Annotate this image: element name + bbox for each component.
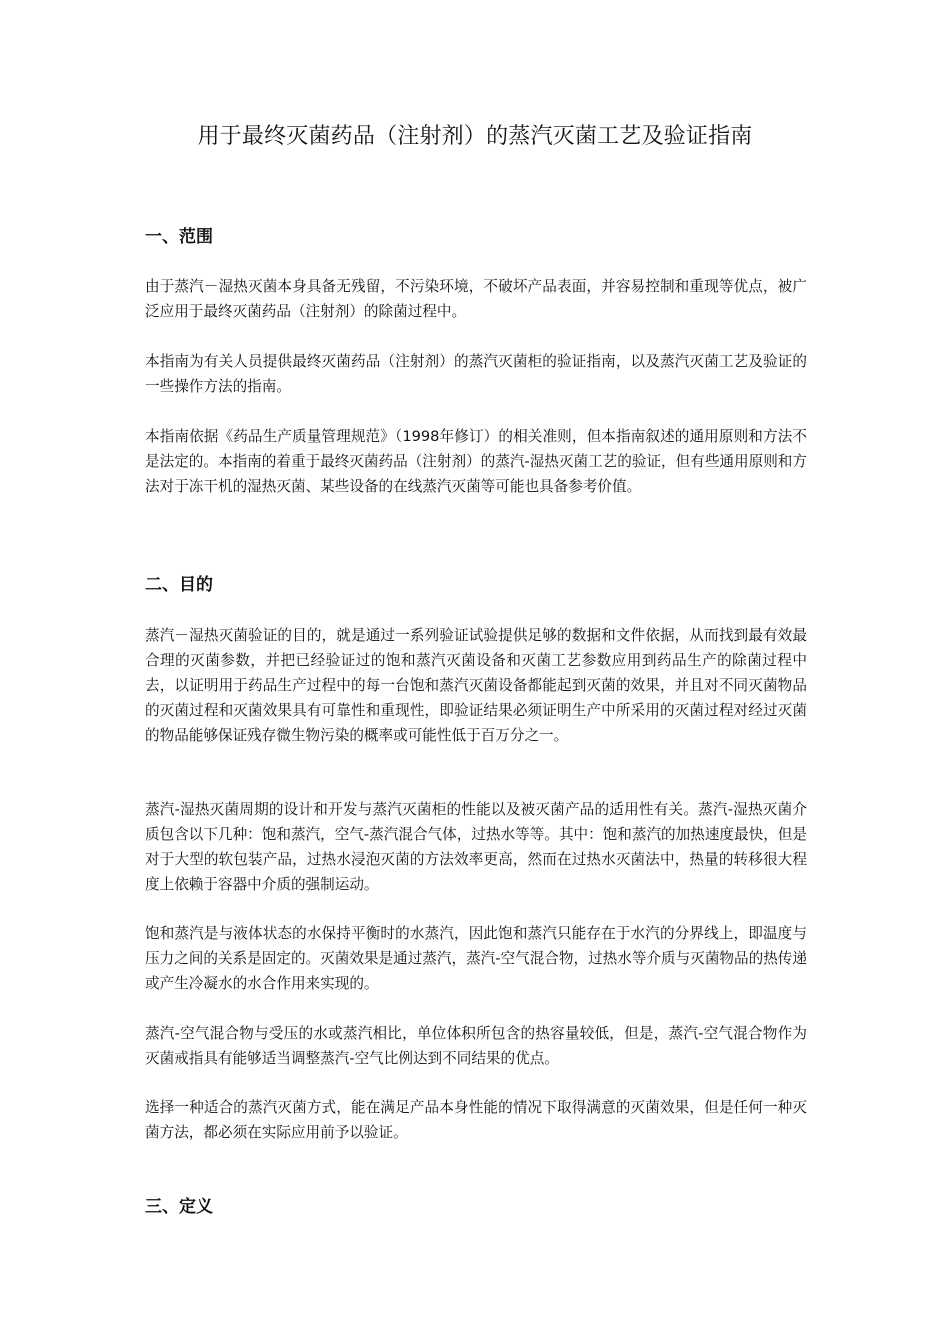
paragraph: 由于蒸汽－湿热灭菌本身具备无残留，不污染环境，不破坏产品表面，并容易控制和重现等优点，被广泛应用于最终灭菌药品（注射剂）的除菌过程中。: [145, 278, 807, 320]
paragraph: 饱和蒸汽是与液体状态的水保持平衡时的水蒸汽，因此饱和蒸汽只能存在于水汽的分界线上，即温度与压力之间的关系是固定的。灭菌效果是通过蒸汽，蒸汽-空气混合物，过热水等介质与灭菌物品的热传递或产生冷凝水的水合作用来实现的。: [145, 925, 807, 992]
paragraph: 蒸汽-湿热灭菌周期的设计和开发与蒸汽灭菌柜的性能以及被灭菌产品的适用性有关。蒸汽-湿热灭菌介质包含以下几种：饱和蒸汽，空气-蒸汽混合气体，过热水等等。其中：饱和蒸汽的加热速度最快，但是对于大型的软包装产品，过热水浸泡灭菌的方法效率更高，然而在过热水灭菌法中，热量的转移很大程度上依赖于容器中介质的强制运动。: [145, 801, 807, 893]
section-heading-definitions: 三、定义: [145, 1197, 213, 1217]
document-title: 用于最终灭菌药品（注射剂）的蒸汽灭菌工艺及验证指南: [197, 124, 753, 149]
paragraph: 本指南依据《药品生产质量管理规范》（1998年修订）的相关准则，但本指南叙述的通用原则和方法不是法定的。本指南的着重于最终灭菌药品（注射剂）的蒸汽-湿热灭菌工艺的验证，但有些通用原则和方法对于冻干机的湿热灭菌、某些设备的在线蒸汽灭菌等可能也具备参考价值。: [145, 428, 807, 495]
paragraph: 蒸汽－湿热灭菌验证的目的，就是通过一系列验证试验提供足够的数据和文件依据，从而找到最有效最合理的灭菌参数，并把已经验证过的饱和蒸汽灭菌设备和灭菌工艺参数应用到药品生产的除菌过程中去，以证明用于药品生产过程中的每一台饱和蒸汽灭菌设备都能起到灭菌的效果，并且对不同灭菌物品的灭菌过程和灭菌效果具有可靠性和重现性，即验证结果必须证明生产中所采用的灭菌过程对经过灭菌的物品能够保证残存微生物污染的概率或可能性低于百万分之一。: [145, 627, 807, 744]
section-heading-purpose: 二、目的: [145, 575, 213, 595]
paragraph: 蒸汽-空气混合物与受压的水或蒸汽相比，单位体积所包含的热容量较低，但是，蒸汽-空气混合物作为灭菌戒指具有能够适当调整蒸汽-空气比例达到不同结果的优点。: [145, 1025, 807, 1067]
paragraph: 本指南为有关人员提供最终灭菌药品（注射剂）的蒸汽灭菌柜的验证指南，以及蒸汽灭菌工艺及验证的一些操作方法的指南。: [145, 353, 807, 395]
section-heading-scope: 一、范围: [145, 227, 213, 247]
paragraph: 选择一种适合的蒸汽灭菌方式，能在满足产品本身性能的情况下取得满意的灭菌效果，但是任何一种灭菌方法，都必须在实际应用前予以验证。: [145, 1099, 807, 1141]
